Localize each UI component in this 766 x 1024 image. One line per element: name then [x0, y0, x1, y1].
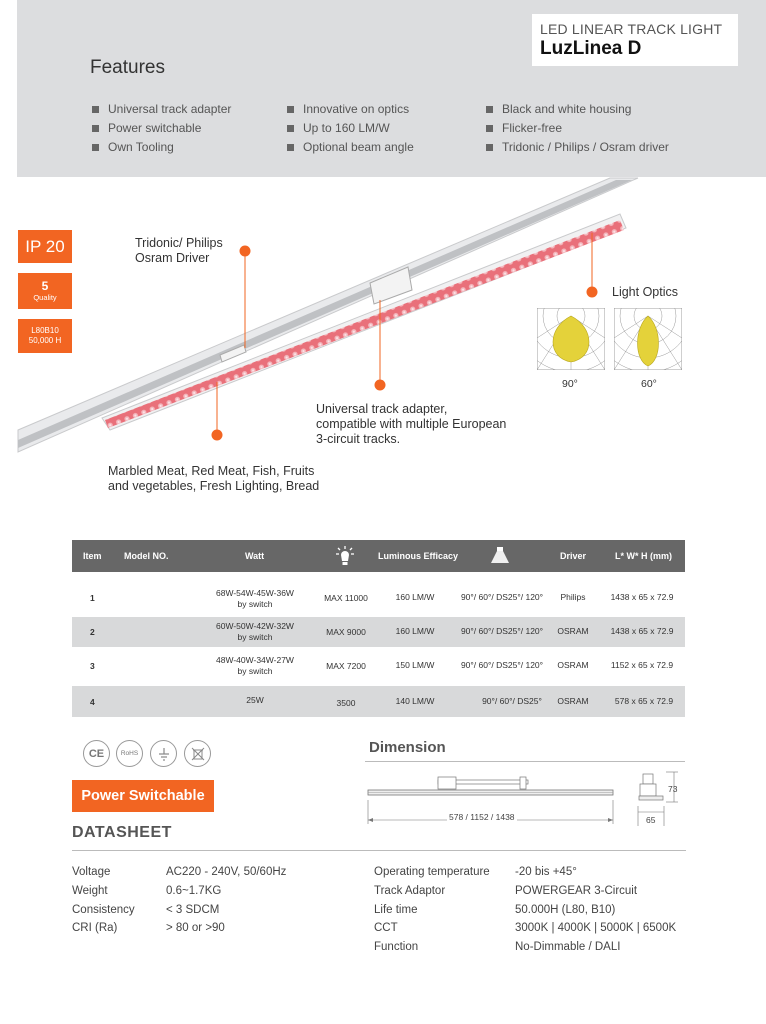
ds-label: Operating temperature	[374, 866, 490, 878]
ce-mark-icon: CE	[83, 740, 110, 767]
dimension-drawing	[360, 768, 690, 830]
datasheet-heading: DATASHEET	[72, 824, 172, 841]
quality-badge	[18, 273, 72, 309]
ds-value: < 3 SDCM	[166, 904, 220, 916]
table-row: 3 48W-40W-34W-27W by switch MAX 7200 150 LM/W 90°/ 60°/ DS25°/ 120° OSRAM 1152 x 65 x 72.9	[90, 655, 674, 676]
quality-number: 5	[41, 279, 49, 293]
feature-item: Power switchable	[92, 121, 201, 135]
dimension-heading: Dimension	[369, 739, 446, 756]
ds-label: Voltage	[72, 866, 111, 878]
feature-item: Optional beam angle	[287, 140, 414, 154]
th-item: Item	[83, 551, 102, 561]
ds-value: 0.6~1.7KG	[166, 885, 222, 897]
beam-label-90: 90°	[562, 378, 578, 390]
ds-label: Track Adaptor	[374, 885, 446, 897]
feature-item: Flicker-free	[486, 121, 562, 135]
beam-diagram-60	[614, 308, 682, 370]
th-size: L* W* H (mm)	[615, 551, 672, 561]
feature-item: Innovative on optics	[287, 102, 409, 116]
ds-label: Function	[374, 941, 419, 953]
ip-rating-badge: IP 20	[18, 230, 72, 263]
th-efficacy: Luminous Efficacy	[378, 551, 459, 561]
th-model: Model NO.	[124, 551, 169, 561]
beam-label-60: 60°	[641, 378, 657, 390]
ds-value: POWERGEAR 3-Circuit	[515, 885, 638, 897]
th-watt: Watt	[245, 551, 265, 561]
power-switchable-badge: Power Switchable	[72, 780, 214, 812]
ds-value: AC220 - 240V, 50/60Hz	[166, 866, 287, 878]
features-heading: Features	[90, 57, 165, 78]
feature-item: Universal track adapter	[92, 102, 231, 116]
ds-value: -20 bis +45°	[515, 866, 577, 878]
dimension-length: 578 / 1152 / 1438	[449, 812, 515, 822]
feature-item: Own Tooling	[92, 140, 174, 154]
table-row: 2 60W-50W-42W-32W by switch MAX 9000 160 LM/W 90°/ 60°/ DS25°/ 120° OSRAM 1438 x 65 x 72.9	[72, 617, 685, 647]
lifetime-badge: L80B10 50,000 H	[18, 319, 72, 353]
optics-callout: Light Optics	[612, 285, 679, 299]
quality-label: Quality	[33, 293, 57, 302]
dimension-height: 73	[668, 784, 678, 794]
ds-value: 3000K | 4000K | 5000K | 6500K	[515, 922, 677, 934]
beam-icon	[490, 546, 510, 566]
product-subtitle: LED LINEAR TRACK LIGHT	[540, 21, 723, 37]
product-name: LuzLinea D	[540, 38, 642, 59]
adapter-callout: Universal track adapter, compatible with multiple European 3-circuit tracks.	[316, 402, 507, 446]
ds-label: Weight	[72, 885, 108, 897]
rohs-icon: RoHS	[116, 740, 143, 767]
feature-item: Black and white housing	[486, 102, 631, 116]
beam-diagram-90	[537, 308, 605, 370]
dimension-width: 65	[646, 815, 656, 825]
ds-label: CCT	[374, 922, 398, 934]
ds-value: > 80 or >90	[166, 922, 225, 934]
weee-bin-icon	[184, 740, 211, 767]
feature-item: Up to 160 LM/W	[287, 121, 390, 135]
ds-value: 50.000H (L80, B10)	[515, 904, 616, 916]
ground-icon	[150, 740, 177, 767]
driver-callout: Tridonic/ Philips Osram Driver	[135, 236, 223, 265]
applications-callout: Marbled Meat, Red Meat, Fish, Fruits and vegetables, Fresh Lighting, Bread	[108, 464, 320, 493]
table-row: 1 68W-54W-45W-36W by switch MAX 11000 160 LM/W 90°/ 60°/ DS25°/ 120° Philips 1438 x 65 x 72.9	[90, 588, 674, 609]
th-driver: Driver	[560, 551, 587, 561]
ds-label: Consistency	[72, 904, 135, 916]
ds-value: No-Dimmable / DALI	[515, 941, 621, 953]
datasheet-divider	[72, 850, 686, 851]
table-header	[72, 540, 685, 572]
ds-label: CRI (Ra)	[72, 922, 118, 934]
dimension-divider	[365, 761, 685, 762]
bulb-icon	[334, 545, 356, 567]
feature-item: Tridonic / Philips / Osram driver	[486, 140, 669, 154]
table-row: 4 25W 3500 140 LM/W 90°/ 60°/ DS25° OSRAM 578 x 65 x 72.9	[72, 686, 685, 717]
ds-label: Life time	[374, 904, 418, 916]
